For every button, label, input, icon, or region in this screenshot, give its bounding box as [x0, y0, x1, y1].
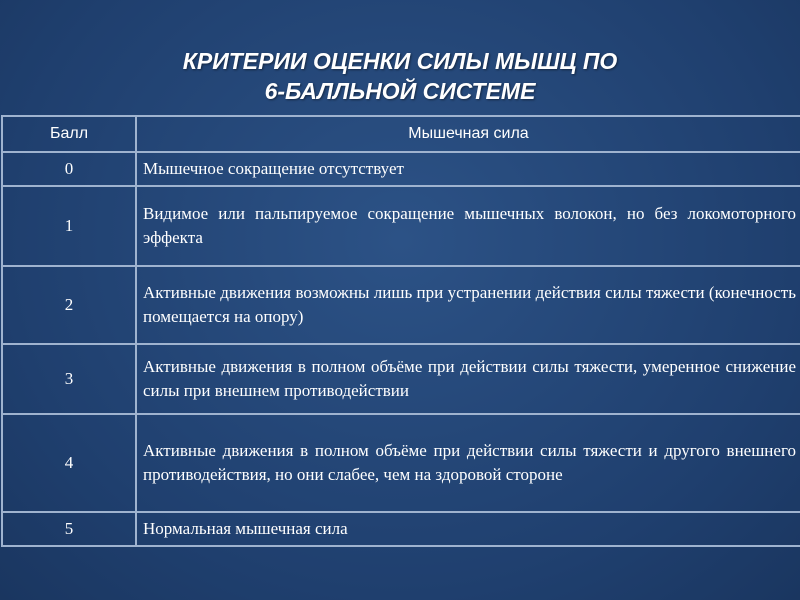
description-cell: Активные движения возможны лишь при устранении действия силы тяжести (конечность помещается на опору): [136, 266, 800, 344]
description-cell: Видимое или пальпируемое сокращение мышечных волокон, но без локомоторного эффекта: [136, 186, 800, 266]
score-cell: 1: [2, 186, 136, 266]
column-header-description: Мышечная сила: [136, 116, 800, 152]
score-cell: 4: [2, 414, 136, 512]
description-cell: Активные движения в полном объёме при действии силы тяжести, умеренное снижение силы при внешнем противодействии: [136, 344, 800, 414]
table-row: [2, 414, 800, 512]
criteria-table: [1, 115, 800, 547]
score-cell: 3: [2, 344, 136, 414]
title-line-2: 6-БАЛЛЬНОЙ СИСТЕМЕ: [264, 78, 536, 104]
table-row: [2, 152, 800, 186]
column-header-score: Балл: [2, 116, 136, 152]
score-cell: 5: [2, 512, 136, 546]
page-title: [0, 46, 800, 106]
title-line-1: КРИТЕРИИ ОЦЕНКИ СИЛЫ МЫШЦ ПО: [182, 48, 618, 74]
table-header-row: [2, 116, 800, 152]
score-cell: 0: [2, 152, 136, 186]
description-cell: Активные движения в полном объёме при действии силы тяжести и другого внешнего противодействия, но они слабее, чем на здоровой стороне: [136, 414, 800, 512]
table-row: [2, 266, 800, 344]
description-cell: Нормальная мышечная сила: [136, 512, 800, 546]
description-cell: Мышечное сокращение отсутствует: [136, 152, 800, 186]
table-row: [2, 512, 800, 546]
table-row: [2, 186, 800, 266]
table-row: [2, 344, 800, 414]
score-cell: 2: [2, 266, 136, 344]
